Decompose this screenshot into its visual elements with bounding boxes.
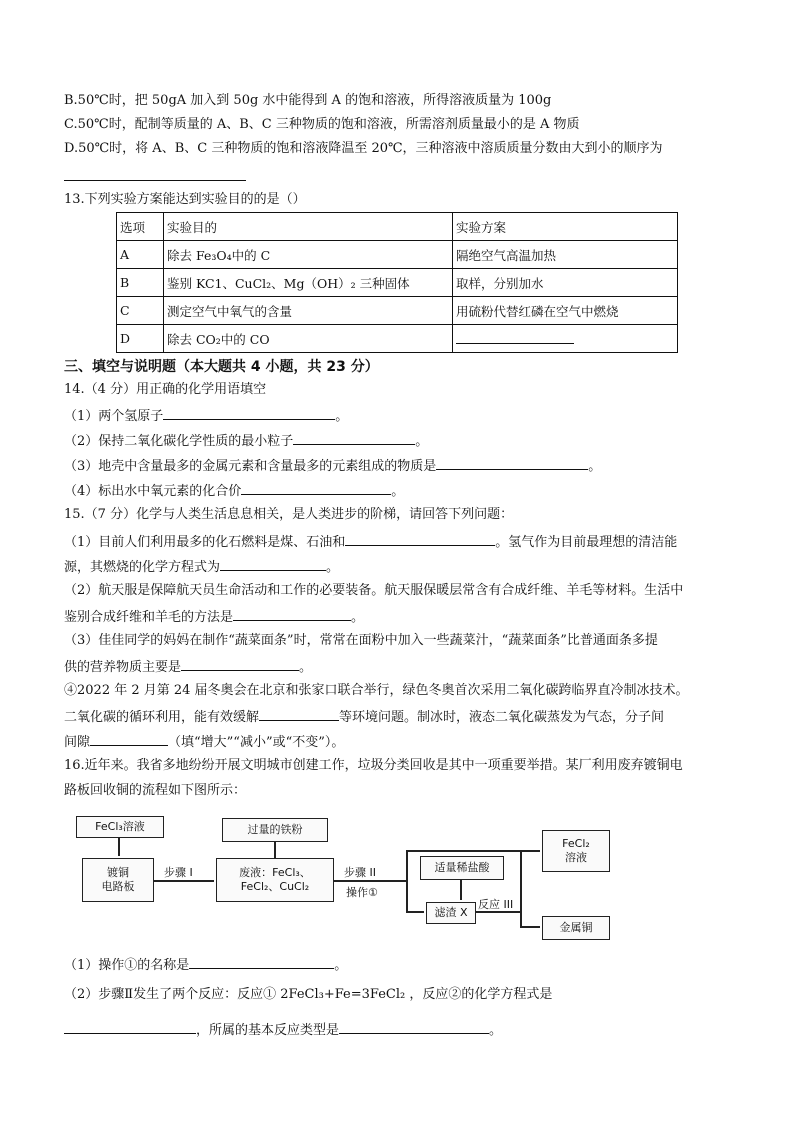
table-cell: 除去 Fe₃O₄中的 C (164, 241, 453, 269)
step-1-label: 步骤 I (164, 866, 193, 879)
q15-part-4: ④2022 年 2 月第 24 届冬奥会在北京和张家口联合举行，绿色冬奥首次采用二氧化碳跨临界直冷制冰技术。 (64, 683, 689, 698)
table-header-row (117, 213, 678, 241)
q15-part-4b-cont: 等环境问题。制冰时，液态二氧化碳蒸发为气态，分子间 (339, 710, 665, 725)
q14-stem: 14.（4 分）用正确的化学用语填空 (64, 382, 267, 397)
arrow-down (118, 838, 120, 856)
q14-part-2 (64, 431, 428, 451)
q12-answer-blank[interactable] (64, 180, 246, 181)
q15-part-4-blank-1[interactable] (259, 707, 339, 721)
circuit-board-box (82, 858, 154, 902)
q16-part-2b-text: ，所属的基本反应类型是 (196, 1023, 340, 1038)
table-cell: B (117, 269, 164, 297)
recycling-flow-diagram (64, 812, 624, 942)
circuit-board-label-1: 镀铜 (107, 866, 129, 879)
table-row (117, 241, 678, 269)
arrow-right (334, 880, 406, 882)
q15-stem: 15.（7 分）化学与人类生活息息相关，是人类进步的阶梯，请回答下列问题： (64, 507, 514, 522)
q15-part-1-cont: 。氢气作为目前最理想的清洁能 (495, 535, 678, 550)
q14-part-3-text: （3）地壳中含量最多的金属元素和含量最多的元素组成的物质是 (64, 459, 437, 474)
q15-part-3-blank[interactable] (181, 657, 299, 671)
q14-part-1-blank[interactable] (163, 406, 335, 420)
q15-part-4b (64, 707, 664, 727)
q15-equation-blank[interactable] (220, 557, 326, 571)
copper-metal-box: 金属铜 (542, 916, 610, 940)
period: 。 (588, 459, 602, 474)
residue-x-box: 滤渣 X (426, 902, 476, 924)
q13-d-plan-blank[interactable] (456, 330, 574, 344)
arrow-to-copper (520, 926, 540, 928)
q15-part-2-blank[interactable] (233, 607, 351, 621)
section-3-heading: 三、填空与说明题（本大题共 4 小题，共 23 分） (64, 359, 379, 375)
q14-part-2-text: （2）保持二氧化碳化学性质的最小粒子 (64, 434, 294, 449)
q15-part-1b (64, 557, 339, 577)
q15-part-1-text: （1）目前人们利用最多的化石燃料是煤、石油和 (64, 535, 346, 550)
circuit-board-label-2: 电路板 (101, 880, 135, 893)
q14-part-4-blank[interactable] (241, 481, 391, 495)
table-cell[interactable] (453, 325, 678, 353)
table-cell: 除去 CO₂中的 CO (164, 325, 453, 353)
table-cell: C (117, 297, 164, 325)
table-header: 实验方案 (453, 213, 678, 241)
q15-part-4c (64, 732, 344, 752)
q12-option-d: D.50℃时，将 A、B、C 三种物质的饱和溶液降温至 20℃，三种溶液中溶质质量分数由大到小的顺序为 (64, 141, 663, 156)
q15-part-1-blank[interactable] (345, 532, 495, 546)
period: 。 (391, 484, 405, 499)
q13-table (116, 212, 678, 353)
q16-part-1-blank[interactable] (189, 955, 334, 969)
fecl3-solution-box: FeCl₃溶液 (76, 816, 164, 838)
branch-line (406, 850, 408, 912)
line-up (520, 850, 522, 913)
q16-part-1-text: （1）操作①的名称是 (64, 958, 190, 973)
table-cell: A (117, 241, 164, 269)
period: 。 (334, 958, 348, 973)
q14-part-2-blank[interactable] (293, 431, 415, 445)
q13-stem: 13.下列实验方案能达到实验目的的是（） (64, 192, 306, 207)
arrow-down (274, 842, 276, 858)
q14-part-1-text: （1）两个氢原子 (64, 409, 164, 424)
reaction-3-label: 反应 III (478, 898, 514, 911)
q15-part-2b-text: 鉴别合成纤维和羊毛的方法是 (64, 610, 234, 625)
q16-reaction-type-blank[interactable] (339, 1020, 489, 1034)
q12-option-b: B.50℃时，把 50gA 加入到 50g 水中能得到 A 的饱和溶液，所得溶液质量为 100g (64, 93, 552, 108)
period: 。 (351, 610, 365, 625)
q16-equation-blank[interactable] (64, 1020, 196, 1034)
q15-part-4b-text: 二氧化碳的循环利用，能有效缓解 (64, 710, 260, 725)
q16-stem-1: 16.近年来。我省多地纷纷开展文明城市创建工作，垃圾分类回收是其中一项重要举措。某厂利用废弃镀铜电 (64, 758, 683, 773)
q16-part-2: （2）步骤Ⅱ发生了两个反应：反应① 2FeCl₃+Fe=3FeCl₂ ，反应②的化学方程式是 (64, 987, 553, 1002)
q14-part-4 (64, 481, 404, 501)
table-row (117, 269, 678, 297)
step-2-label: 步骤 II (344, 866, 376, 879)
table-cell: D (117, 325, 164, 353)
table-cell: 测定空气中氧气的含量 (164, 297, 453, 325)
q14-part-3 (64, 456, 601, 476)
fecl2-label-2: 溶液 (565, 851, 587, 864)
table-cell: 鉴别 KC1、CuCl₂、Mg（OH）₂ 三种固体 (164, 269, 453, 297)
period: 。 (326, 560, 340, 575)
table-cell: 隔绝空气高温加热 (453, 241, 678, 269)
q15-part-3: （3）佳佳同学的妈妈在制作“蔬菜面条”时，常常在面粉中加入一些蔬菜汁，“蔬菜面条”比普通面条多提 (64, 633, 658, 648)
table-row (117, 325, 678, 353)
q15-part-3b-text: 供的营养物质主要是 (64, 660, 182, 675)
q14-part-3-blank[interactable] (436, 456, 588, 470)
table-header: 选项 (117, 213, 164, 241)
q15-part-4c-text: 间隙 (64, 735, 91, 750)
waste-liquid-box (216, 858, 334, 902)
q15-part-4c-cont: （填“增大”“减小”或“不变”）。 (168, 735, 345, 750)
q15-part-3b (64, 657, 312, 677)
table-cell: 取样，分别加水 (453, 269, 678, 297)
fecl2-solution-box (542, 830, 610, 872)
q16-stem-2: 路板回收铜的流程如下图所示： (64, 783, 247, 798)
waste-liquid-label-2: FeCl₂、CuCl₂ (240, 880, 310, 893)
excess-iron-box: 过量的铁粉 (222, 818, 328, 842)
q12-option-c: C.50℃时，配制等质量的 A、B、C 三种物质的饱和溶液，所需溶剂质量最小的是 A 物质 (64, 117, 580, 132)
operation-1-label: 操作① (346, 886, 378, 899)
period: 。 (335, 409, 349, 424)
q15-part-1b-text: 源，其燃烧的化学方程式为 (64, 560, 221, 575)
arrow-right (154, 880, 214, 882)
q16-part-1 (64, 955, 347, 975)
arrow-to-residue (406, 911, 424, 913)
waste-liquid-label-1: 废液：FeCl₃、 (239, 866, 311, 879)
dilute-hcl-box: 适量稀盐酸 (420, 856, 504, 880)
table-row (117, 297, 678, 325)
period: 。 (415, 434, 429, 449)
q14-part-1 (64, 406, 348, 426)
line-down (520, 912, 522, 928)
q15-part-1 (64, 532, 677, 552)
table-header: 实验目的 (164, 213, 453, 241)
table-cell: 用硫粉代替红磷在空气中燃烧 (453, 297, 678, 325)
period: 。 (489, 1023, 503, 1038)
fecl2-label-1: FeCl₂ (562, 837, 590, 850)
arrow-down (460, 880, 462, 900)
period: 。 (299, 660, 313, 675)
q15-part-2: （2）航天服是保障航天员生命活动和工作的必要装备。航天服保暖层常含有合成纤维、羊毛等材料。生活中 (64, 583, 684, 598)
q15-part-2b (64, 607, 364, 627)
q15-part-4-blank-2[interactable] (90, 732, 168, 746)
q14-part-4-text: （4）标出水中氧元素的化合价 (64, 484, 242, 499)
q16-part-2b (64, 1020, 502, 1040)
